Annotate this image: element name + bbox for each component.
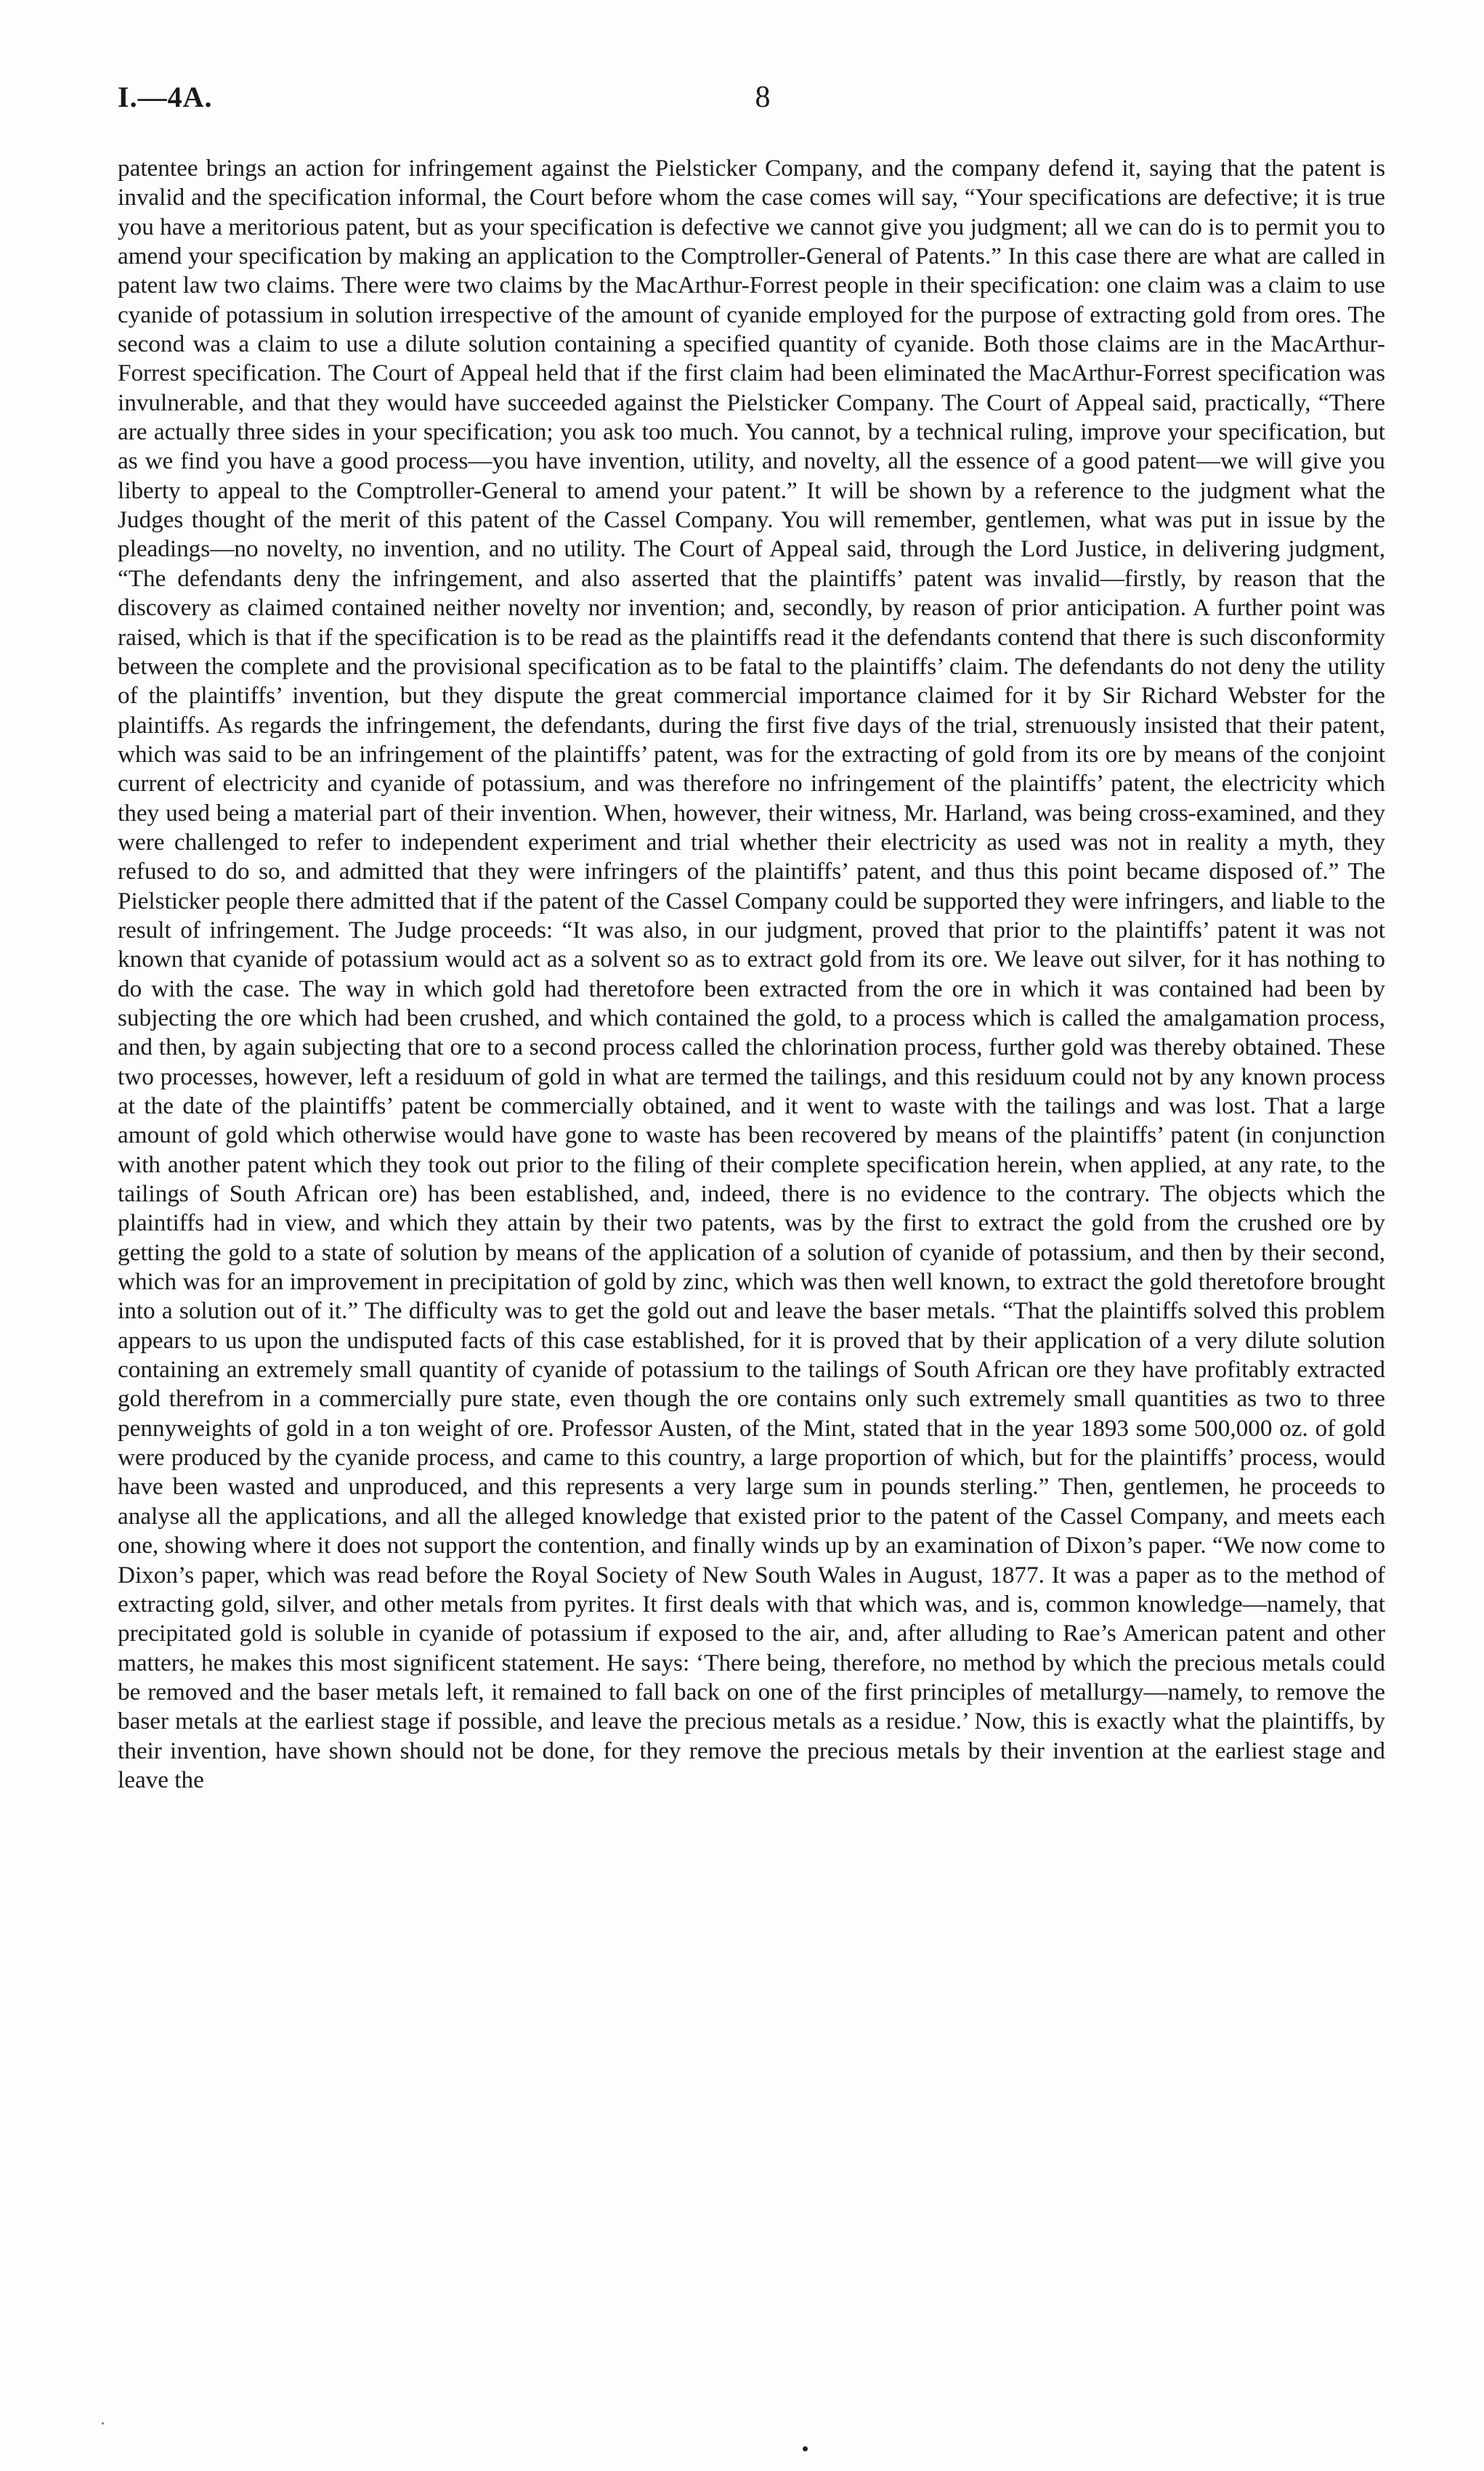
body-text [118,154,1385,1795]
body-paragraph: patentee brings an action for infringement against the Pielsticker Company, and the company defend it, saying that the patent is invalid and the specification informal, the Court before whom the case comes will say, “Your specifications are defective; it is true you have a meritorious patent, but as your specification is defective we cannot give you judgment; all we can do is to permit you to amend your specification by making an application to the Comptroller-General of Patents.” In this case there are what are called in patent law two claims. There were two claims by the MacArthur-Forrest people in their specification: one claim was a claim to use cyanide of potassium in solution irrespective of the amount of cyanide employed for the purpose of extracting gold from ores. The second was a claim to use a dilute solution containing a specified quantity of cyanide. Both those claims are in the MacArthur-Forrest specification. The Court of Appeal held that if the first claim had been eliminated the MacArthur-Forrest specification was invulnerable, and that they would have succeeded against the Pielsticker Company. The Court of Appeal said, practically, “There are actually three sides in your specification; you ask too much. You cannot, by a technical ruling, improve your specification, but as we find you have a good process—you have invention, utility, and novelty, all the essence of a good patent—we will give you liberty to appeal to the Comptroller-General to amend your patent.” It will be shown by a reference to the judgment what the Judges thought of the merit of this patent of the Cassel Company. You will remember, gentlemen, what was put in issue by the pleadings—no novelty, no invention, and no utility. The Court of Appeal said, through the Lord Justice, in delivering judgment, “The defendants deny the infringement, and also asserted that the plaintiffs’ patent was invalid—firstly, by reason that the discovery as claimed contained neither novelty nor invention; and, secondly, by reason of prior anticipation. A further point was raised, which is that if the specification is to be read as the plaintiffs read it the defendants contend that there is such disconformity between the complete and the provisional specification as to be fatal to the plaintiffs’ claim. The defendants do not deny the utility of the plaintiffs’ invention, but they dispute the great commercial importance claimed for it by Sir Richard Webster for the plaintiffs. As regards the infringement, the defendants, during the first five days of the trial, strenuously insisted that their patent, which was said to be an infringement of the plaintiffs’ patent, was for the extracting of gold from its ore by means of the conjoint current of electricity and cyanide of potassium, and was therefore no infringement of the plaintiffs’ patent, the electricity which they used being a material part of their invention. When, however, their witness, Mr. Harland, was being cross-examined, and they were challenged to refer to independent experiment and trial whether their electricity as used was not in reality a myth, they refused to do so, and admitted that they were infringers of the plaintiffs’ patent, and thus this point became disposed of.” The Pielsticker people there admitted that if the patent of the Cassel Company could be supported they were infringers, and liable to the result of infringement. The Judge proceeds: “It was also, in our judgment, proved that prior to the plaintiffs’ patent it was not known that cyanide of potassium would act as a solvent so as to extract gold from its ore. We leave out silver, for it has nothing to do with the case. The way in which gold had theretofore been extracted from the ore in which it was contained had been by subjecting the ore which had been crushed, and which contained the gold, to a process which is called the amalgamation process, and then, by again subjecting that ore to a second process called the chlorination process, further gold was thereby obtained. These two processes, however, left a residuum of gold in what are termed the tailings, and this residuum could not by any known process at the date of the plaintiffs’ patent be commercially obtained, and it went to waste with the tailings and was lost. That a large amount of gold which otherwise would have gone to waste has been recovered by means of the plaintiffs’ patent (in conjunction with another patent which they took out prior to the filing of their complete specification herein, when applied, at any rate, to the tailings of South African ore) has been established, and, indeed, there is no evidence to the contrary. The objects which the plaintiffs had in view, and which they attain by their two patents, was by the first to extract the gold from the crushed ore by getting the gold to a state of solution by means of the application of a solution of cyanide of potassium, and then by their second, which was for an improvement in precipitation of gold by zinc, which was then well known, to extract the gold theretofore brought into a solution out of it.” The difficulty was to get the gold out and leave the baser metals. “That the plaintiffs solved this problem appears to us upon the undisputed facts of this case established, for it is proved that by their application of a very dilute solution containing an extremely small quantity of cyanide of potassium to the tailings of South African ore they have profitably extracted gold therefrom in a commercially pure state, even though the ore contains only such extremely small quantities as two to three pennyweights of gold in a ton weight of ore. Professor Austen, of the Mint, stated that in the year 1893 some 500,000 oz. of gold were produced by the cyanide process, and came to this country, a large proportion of which, but for the plaintiffs’ process, would have been wasted and unproduced, and this represents a very large sum in pounds sterling.” Then, gentlemen, he proceeds to analyse all the applications, and all the alleged knowledge that existed prior to the patent of the Cassel Company, and meets each one, showing where it does not support the contention, and finally winds up by an examination of Dixon’s paper. “We now come to Dixon’s paper, which was read before the Royal Society of New South Wales in August, 1877. It was a paper as to the method of extracting gold, silver, and other metals from pyrites. It first deals with that which was, and is, common knowledge—namely, that precipitated gold is soluble in cyanide of potassium if exposed to the air, and, after alluding to Rae’s American patent and other matters, he makes this most significent statement. He says: ‘There being, therefore, no method by which the precious metals could be removed and the baser metals left, it remained to fall back on one of the first principles of metallurgy—namely, to remove the baser metals at the earliest stage if possible, and leave the precious metals as a residue.’ Now, this is exactly what the plaintiffs, by their invention, have shown should not be done, for they remove the precious metals by their invention at the earliest stage and leave the [118,155,1385,1793]
margin-speck [102,2422,104,2425]
document-reference: I.—4A. [118,81,213,113]
page-number: 8 [755,81,771,114]
footer-dot [803,2446,808,2451]
page-header [0,80,1484,123]
